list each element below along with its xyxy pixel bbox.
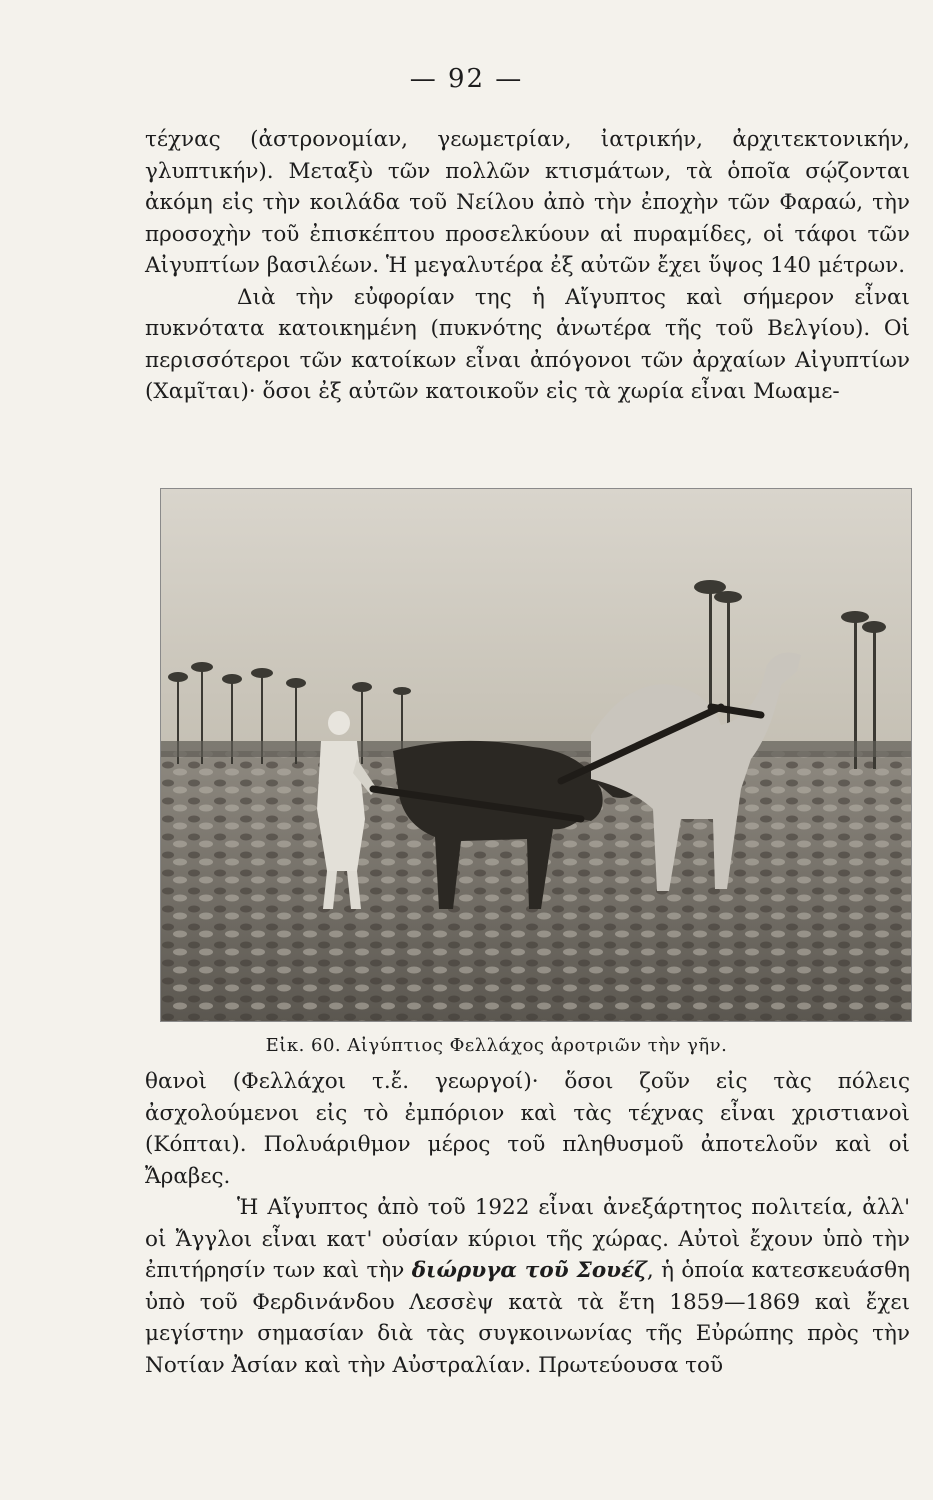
text-block-bottom (145, 1066, 910, 1381)
page-number: — 92 — (409, 64, 524, 94)
sky (161, 489, 911, 764)
paragraph: Διὰ τὴν εὐφορίαν της ἡ Αἴγυπτος καὶ σήμερον εἶναι πυκνότατα κατοικημένη (πυκνότης ἀνωτέρα τῆς τοῦ Βελγίου). Οἱ περισσότεροι τῶν κατοίκων εἶναι ἀπόγονοι τῶν ἀρχαίων Αἰγυπτίων (Χαμῖται)· ὅσοι ἐξ αὐτῶν κατοικοῦν εἰς τὰ χωρία εἶναι Μωαμε- (145, 284, 910, 404)
emphasized-term: διώρυγα τοῦ Σουέζ (411, 1258, 647, 1283)
paragraph: θανοὶ (Φελλάχοι τ.ἔ. γεωργοί)· ὅσοι ζοῦν εἰς τὰς πόλεις ἀσχολούμενοι εἰς τὸ ἐμπόριον καὶ τὰς τέχνας εἶναι χριστιανοὶ (Κόπται). Πολυάριθμον μέρος τοῦ πληθυσμοῦ ἀποτελοῦν καὶ οἱ Ἄραβες. (145, 1069, 910, 1189)
paragraph-text: , ἡ ὁποία κατεσκευάσθη ὑπὸ τοῦ Φερδινάνδου Λεσσὲψ κατὰ τὰ ἔτη 1859—1869 καὶ ἔχει μεγίστην σημασίαν διὰ τὰς συγκοινωνίας τῆς Εὐρώπης πρὸς τὴν Νοτίαν Ἀσίαν καὶ τὴν Αὐστραλίαν. Πρωτεύουσα τοῦ (145, 1258, 910, 1378)
figure-caption: Εἰκ. 60. Αἰγύπτιος Φελλάχος ἀροτριῶν τὴν γῆν. (265, 1035, 728, 1056)
photo-figure (160, 488, 912, 1022)
paragraph-text: Ἡ Αἴγυπτος ἀπὸ τοῦ 1922 εἶναι ἀνεξάρτητος πολιτεία, ἀλλ' οἱ Ἄγγλοι εἶναι κατ' οὐσίαν κύριοι τῆς χώρας. Αὐτοὶ ἔχουν ὑπὸ τὴν ἐπιτήρησίν των καὶ τὴν (145, 1195, 910, 1283)
plowing-photo (161, 489, 911, 1021)
text-block-top (145, 124, 910, 408)
paragraph (145, 1192, 910, 1381)
paragraph: τέχνας (ἀστρονομίαν, γεωμετρίαν, ἰατρικήν, ἀρχιτεκτονικήν, γλυπτικήν). Μεταξὺ τῶν πολλῶν κτισμάτων, τὰ ὁποῖα σῴζονται ἀκόμη εἰς τὴν κοιλάδα τοῦ Νείλου ἀπὸ τὴν ἐποχὴν τῶν Φαραώ, τὴν προσοχὴν τοῦ ἐπισκέπτου προσελκύουν αἱ πυραμίδες, οἱ τάφοι τῶν Αἰγυπτίων βασιλέων. Ἡ μεγαλυτέρα ἐξ αὐτῶν ἔχει ὕψος 140 μέτρων. (145, 127, 910, 278)
